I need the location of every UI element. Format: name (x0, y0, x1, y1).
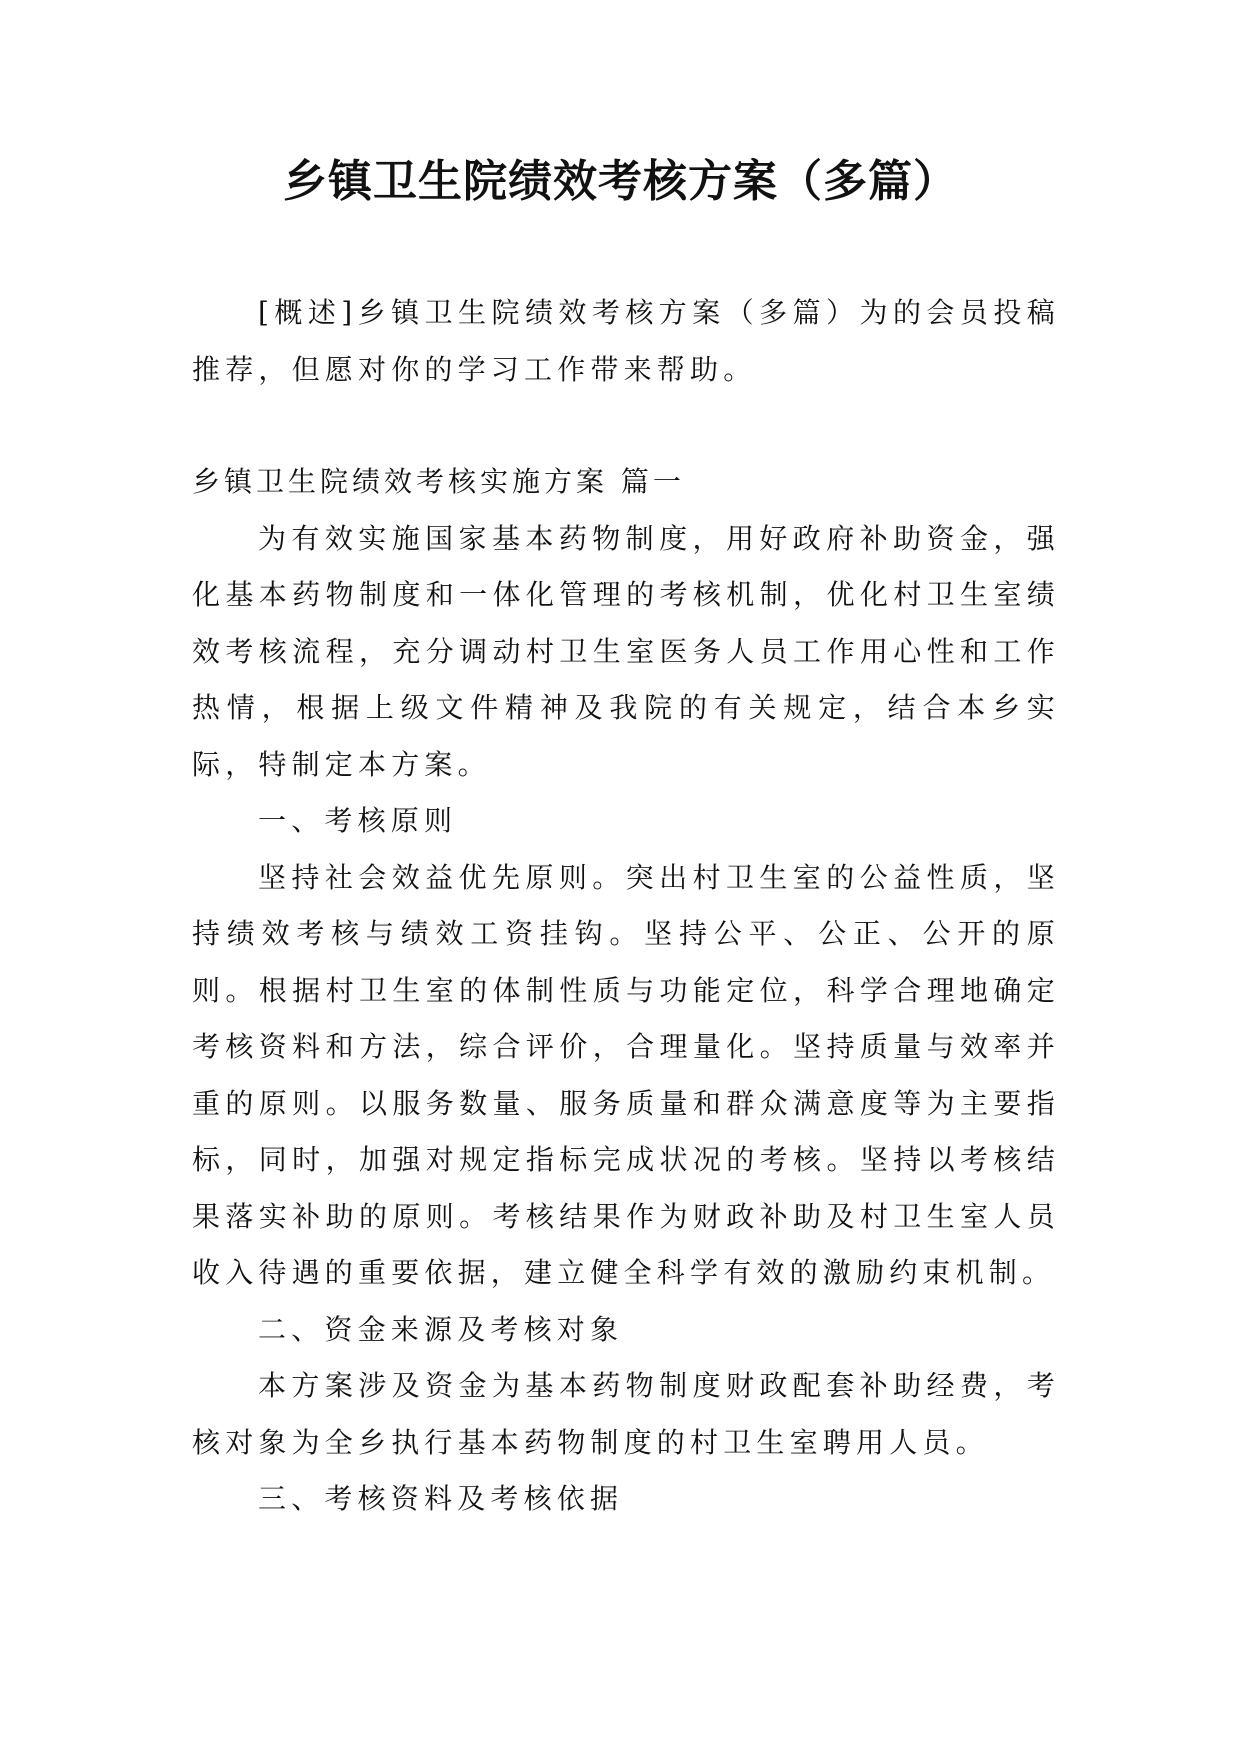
document-title: 乡镇卫生院绩效考核方案（多篇） (283, 156, 958, 207)
intro-paragraph: 为有效实施国家基本药物制度，用好政府补助资金，强化基本药物制度和一体化管理的考核机制，优化村卫生室绩效考核流程，充分调动村卫生室医务人员工作用心性和工作热情，根据上级文件精神及我院的有关规定，结合本乡实际，特制定本方案。 (192, 521, 1060, 781)
heading-funding: 二、资金来源及考核对象 (258, 1312, 624, 1346)
summary-paragraph: [概述]乡镇卫生院绩效考核方案（多篇）为的会员投稿推荐，但愿对你的学习工作带来帮助。 (192, 296, 1060, 386)
article-title: 乡镇卫生院绩效考核实施方案 篇一 (192, 465, 685, 498)
paragraph-spacer (192, 398, 1060, 454)
document-body (192, 285, 1060, 1528)
heading-principles: 一、考核原则 (258, 804, 458, 837)
heading-materials: 三、考核资料及考核依据 (258, 1482, 624, 1515)
principles-paragraph: 坚持社会效益优先原则。突出村卫生室的公益性质，坚持绩效考核与绩效工资挂钩。坚持公平、公正、公开的原则。根据村卫生室的体制性质与功能定位，科学合理地确定考核资料和方法，综合评价，合理量化。坚持质量与效率并重的原则。以服务数量、服务质量和群众满意度等为主要指标，同时，加强对规定指标完成状况的考核。坚持以考核结果落实补助的原则。考核结果作为财政补助及村卫生室人员收入待遇的重要依据，建立健全科学有效的激励约束机制。 (192, 860, 1060, 1289)
funding-paragraph: 本方案涉及资金为基本药物制度财政配套补助经费，考核对象为全乡执行基本药物制度的村卫生室聘用人员。 (192, 1369, 1060, 1459)
